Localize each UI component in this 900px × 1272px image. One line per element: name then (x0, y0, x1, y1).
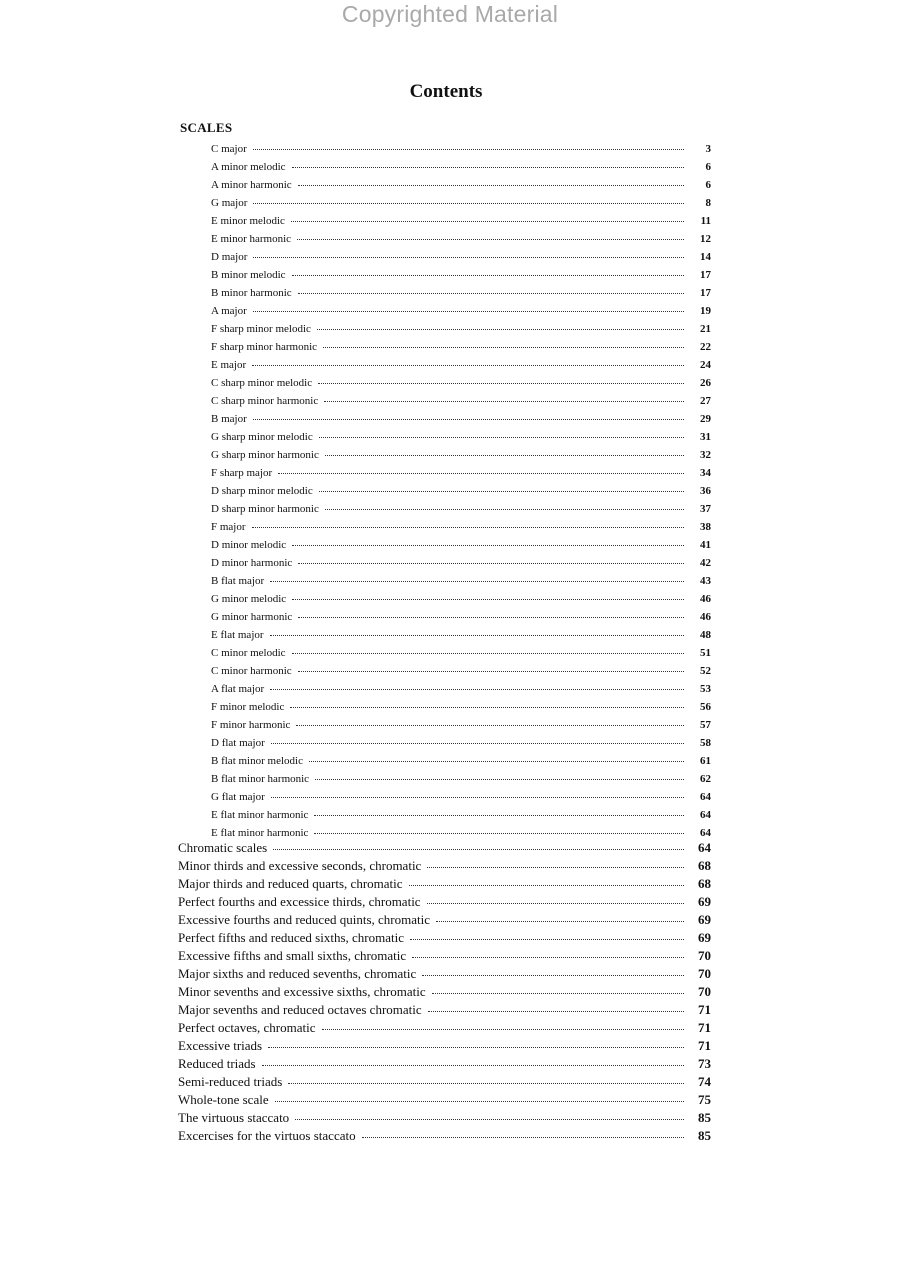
toc-entry-page-number: 29 (700, 413, 711, 425)
toc-entry (211, 428, 711, 446)
dot-leader (318, 382, 684, 384)
dot-leader (270, 688, 684, 690)
toc-entry-label: D major (211, 251, 248, 263)
toc-entry (211, 338, 711, 356)
toc-entry (211, 608, 711, 626)
toc-entry-label: E minor melodic (211, 215, 285, 227)
toc-entry-page-number: 52 (700, 665, 711, 677)
toc-entry-label: A major (211, 305, 247, 317)
toc-entry (211, 284, 711, 302)
toc-entry (211, 356, 711, 374)
toc-entry-label: C major (211, 143, 247, 155)
toc-entry-label: Chromatic scales (178, 840, 268, 855)
toc-entry-label: Whole-tone scale (178, 1092, 269, 1107)
dot-leader (270, 580, 684, 582)
toc-entry-label: Perfect octaves, chromatic (178, 1020, 316, 1035)
toc-entry (211, 266, 711, 284)
dot-leader (314, 832, 684, 834)
toc-entry-label: D flat major (211, 737, 265, 749)
toc-entry-page-number: 64 (698, 840, 711, 855)
toc-entry (178, 911, 711, 929)
toc-entry-page-number: 70 (698, 966, 711, 981)
toc-entry-page-number: 62 (700, 773, 711, 785)
toc-entry-page-number: 68 (698, 858, 711, 873)
toc-entry (211, 212, 711, 230)
toc-entry-label: Major sixths and reduced sevenths, chromatic (178, 966, 417, 981)
toc-entry (178, 965, 711, 983)
toc-entry-label: Major thirds and reduced quarts, chromatic (178, 876, 403, 891)
toc-entry-label: G major (211, 197, 248, 209)
toc-entry-page-number: 6 (705, 161, 711, 173)
toc-entry-label: A flat major (211, 683, 265, 695)
toc-entry (211, 572, 711, 590)
toc-entry (211, 698, 711, 716)
dot-leader (291, 220, 684, 222)
dot-leader (412, 956, 684, 958)
toc-entry-page-number: 70 (698, 984, 711, 999)
toc-entry (178, 983, 711, 1001)
toc-entry-page-number: 46 (700, 611, 711, 623)
toc-entry-page-number: 41 (700, 539, 711, 551)
toc-entry (211, 680, 711, 698)
dot-leader (268, 1046, 684, 1048)
toc-entry-label: C minor melodic (211, 647, 286, 659)
toc-entry-page-number: 51 (700, 647, 711, 659)
toc-entry-label: Minor thirds and excessive seconds, chromatic (178, 858, 422, 873)
toc-entry (211, 230, 711, 248)
toc-entry (211, 248, 711, 266)
toc-entry-label: Perfect fourths and excessice thirds, chromatic (178, 894, 421, 909)
dot-leader (298, 292, 684, 294)
toc-entry (211, 716, 711, 734)
dot-leader (273, 848, 684, 850)
toc-entry-label: E flat minor harmonic (211, 827, 309, 839)
toc-entry-page-number: 69 (698, 894, 711, 909)
toc-entry-label: Major sevenths and reduced octaves chromatic (178, 1002, 422, 1017)
toc-entry-label: D sharp minor melodic (211, 485, 313, 497)
dot-leader (253, 418, 684, 420)
toc-entry-page-number: 6 (705, 179, 711, 191)
toc-entry-page-number: 27 (700, 395, 711, 407)
dot-leader (252, 364, 684, 366)
toc-entry (211, 464, 711, 482)
toc-entry-page-number: 85 (698, 1110, 711, 1125)
toc-entry-page-number: 38 (700, 521, 711, 533)
toc-entry-label: F major (211, 521, 246, 533)
toc-entry-page-number: 21 (700, 323, 711, 335)
toc-entry (178, 1055, 711, 1073)
toc-entry-label: D minor melodic (211, 539, 287, 551)
toc-entry-page-number: 34 (700, 467, 711, 479)
toc-entry (178, 929, 711, 947)
toc-entry-page-number: 8 (705, 197, 711, 209)
dot-leader (292, 166, 684, 168)
toc-entry (211, 626, 711, 644)
toc-entry-page-number: 70 (698, 948, 711, 963)
toc-entry-page-number: 75 (698, 1092, 711, 1107)
toc-entry (178, 947, 711, 965)
toc-entry (178, 1073, 711, 1091)
toc-entry (211, 158, 711, 176)
toc-entry (211, 140, 711, 158)
toc-entry-label: F minor melodic (211, 701, 285, 713)
page-title: Contents (409, 81, 483, 102)
dot-leader (298, 670, 684, 672)
toc-entry-page-number: 53 (700, 683, 711, 695)
dot-leader (323, 346, 684, 348)
toc-entry (211, 788, 711, 806)
toc-entry-label: E minor harmonic (211, 233, 292, 245)
toc-entry (178, 893, 711, 911)
toc-entry-label: F minor harmonic (211, 719, 291, 731)
dot-leader (428, 1010, 684, 1012)
toc-entry-page-number: 11 (700, 215, 711, 227)
scale-entry-list (211, 140, 711, 842)
dot-leader (409, 884, 684, 886)
toc-entry (178, 1127, 711, 1145)
toc-entry-label: Perfect fifths and reduced sixths, chromatic (178, 930, 404, 945)
dot-leader (298, 616, 684, 618)
dot-leader (298, 184, 684, 186)
toc-entry-label: G minor melodic (211, 593, 287, 605)
toc-entry (211, 734, 711, 752)
dot-leader (317, 328, 684, 330)
dot-leader (324, 400, 684, 402)
toc-entry-page-number: 26 (700, 377, 711, 389)
toc-entry-label: B minor harmonic (211, 287, 292, 299)
toc-entry (211, 302, 711, 320)
toc-entry (211, 590, 711, 608)
toc-entry-label: The virtuous staccato (178, 1110, 290, 1125)
toc-entry-label: B major (211, 413, 247, 425)
dot-leader (297, 238, 684, 240)
dot-leader (275, 1100, 684, 1102)
toc-entry-page-number: 31 (700, 431, 711, 443)
toc-entry (178, 875, 711, 893)
toc-entry-page-number: 32 (700, 449, 711, 461)
toc-entry-page-number: 14 (700, 251, 711, 263)
toc-entry-label: Excessive fifths and small sixths, chromatic (178, 948, 407, 963)
toc-entry-label: Excessive triads (178, 1038, 263, 1053)
toc-entry (211, 752, 711, 770)
dot-leader (427, 902, 684, 904)
dot-leader (278, 472, 684, 474)
toc-entry-label: C sharp minor melodic (211, 377, 313, 389)
toc-entry (211, 410, 711, 428)
dot-leader (271, 742, 684, 744)
toc-entry-label: Excercises for the virtuos staccato (178, 1128, 356, 1143)
toc-entry (211, 536, 711, 554)
toc-entry-page-number: 24 (700, 359, 711, 371)
toc-entry-label: B flat minor melodic (211, 755, 303, 767)
toc-entry (211, 194, 711, 212)
dot-leader (253, 148, 684, 150)
toc-entry-page-number: 74 (698, 1074, 711, 1089)
copyright-watermark: Copyrighted Material (341, 1, 559, 27)
toc-entry (211, 446, 711, 464)
dot-leader (262, 1064, 684, 1066)
dot-leader (296, 724, 684, 726)
toc-entry-label: G sharp minor melodic (211, 431, 313, 443)
toc-entry-page-number: 17 (700, 287, 711, 299)
dot-leader (298, 562, 684, 564)
toc-entry-page-number: 57 (700, 719, 711, 731)
toc-entry-page-number: 64 (700, 809, 711, 821)
toc-entry-label: D minor harmonic (211, 557, 293, 569)
toc-entry-page-number: 43 (700, 575, 711, 587)
dot-leader (427, 866, 684, 868)
toc-entry-page-number: 36 (700, 485, 711, 497)
toc-entry-page-number: 17 (700, 269, 711, 281)
toc-entry (178, 1091, 711, 1109)
toc-entry (211, 554, 711, 572)
toc-entry-label: G flat major (211, 791, 265, 803)
toc-entry-label: E flat major (211, 629, 264, 641)
dot-leader (422, 974, 684, 976)
toc-entry-label: F sharp minor melodic (211, 323, 311, 335)
dot-leader (436, 920, 684, 922)
toc-entry (211, 644, 711, 662)
toc-entry-page-number: 85 (698, 1128, 711, 1143)
dot-leader (253, 256, 684, 258)
toc-entry (211, 806, 711, 824)
toc-entry (211, 392, 711, 410)
toc-entry (211, 770, 711, 788)
dot-leader (325, 454, 684, 456)
toc-entry (178, 839, 711, 857)
toc-entry-label: C sharp minor harmonic (211, 395, 319, 407)
toc-entry-label: E flat minor harmonic (211, 809, 309, 821)
dot-leader (410, 938, 684, 940)
toc-entry-page-number: 71 (698, 1020, 711, 1035)
toc-entry-label: B flat major (211, 575, 265, 587)
dot-leader (271, 796, 684, 798)
toc-entry-label: B minor melodic (211, 269, 286, 281)
toc-entry-label: F sharp minor harmonic (211, 341, 318, 353)
toc-entry-page-number: 19 (700, 305, 711, 317)
dot-leader (432, 992, 684, 994)
toc-entry-page-number: 56 (700, 701, 711, 713)
toc-entry-page-number: 22 (700, 341, 711, 353)
dot-leader (309, 760, 684, 762)
toc-entry-page-number: 61 (700, 755, 711, 767)
dot-leader (362, 1136, 684, 1138)
toc-entry-page-number: 68 (698, 876, 711, 891)
dot-leader (315, 778, 684, 780)
toc-entry (211, 320, 711, 338)
dot-leader (292, 598, 684, 600)
dot-leader (325, 508, 684, 510)
dot-leader (295, 1118, 684, 1120)
toc-entry-page-number: 42 (700, 557, 711, 569)
toc-entry-page-number: 12 (700, 233, 711, 245)
toc-entry (211, 518, 711, 536)
toc-entry (178, 1019, 711, 1037)
dot-leader (319, 490, 684, 492)
toc-entry (178, 1037, 711, 1055)
dot-leader (292, 544, 684, 546)
toc-entry-page-number: 64 (700, 827, 711, 839)
toc-entry-label: Excessive fourths and reduced quints, chromatic (178, 912, 430, 927)
toc-entry (178, 1001, 711, 1019)
dot-leader (288, 1082, 684, 1084)
dot-leader (270, 634, 684, 636)
toc-entry-page-number: 64 (700, 791, 711, 803)
toc-entry-page-number: 46 (700, 593, 711, 605)
toc-entry (178, 1109, 711, 1127)
dot-leader (322, 1028, 684, 1030)
toc-entry (178, 857, 711, 875)
toc-entry-label: F sharp major (211, 467, 273, 479)
toc-entry-page-number: 71 (698, 1002, 711, 1017)
dot-leader (314, 814, 684, 816)
toc-entry-page-number: 58 (700, 737, 711, 749)
toc-entry (211, 374, 711, 392)
toc-entry-page-number: 37 (700, 503, 711, 515)
toc-entry-label: E major (211, 359, 247, 371)
toc-entry-label: C minor harmonic (211, 665, 292, 677)
dot-leader (252, 526, 684, 528)
toc-entry-label: Minor sevenths and excessive sixths, chromatic (178, 984, 426, 999)
toc-entry-page-number: 69 (698, 912, 711, 927)
toc-entry (211, 662, 711, 680)
toc-entry-label: Reduced triads (178, 1056, 256, 1071)
toc-entry-label: Semi-reduced triads (178, 1074, 283, 1089)
toc-entry-label: A minor harmonic (211, 179, 292, 191)
toc-entry-page-number: 69 (698, 930, 711, 945)
dot-leader (292, 274, 684, 276)
section-heading-scales: SCALES (180, 120, 233, 135)
toc-entry-page-number: 71 (698, 1038, 711, 1053)
toc-entry-label: G sharp minor harmonic (211, 449, 319, 461)
toc-entry-page-number: 48 (700, 629, 711, 641)
dot-leader (253, 310, 684, 312)
main-entry-list (178, 839, 711, 1145)
toc-entry-label: G minor harmonic (211, 611, 293, 623)
toc-entry (211, 500, 711, 518)
toc-entry-page-number: 3 (705, 143, 711, 155)
toc-entry-label: A minor melodic (211, 161, 286, 173)
dot-leader (292, 652, 684, 654)
toc-entry-page-number: 73 (698, 1056, 711, 1071)
dot-leader (319, 436, 684, 438)
dot-leader (290, 706, 684, 708)
dot-leader (253, 202, 684, 204)
toc-entry-label: B flat minor harmonic (211, 773, 310, 785)
toc-entry (211, 482, 711, 500)
toc-entry-label: D sharp minor harmonic (211, 503, 319, 515)
toc-entry (211, 176, 711, 194)
